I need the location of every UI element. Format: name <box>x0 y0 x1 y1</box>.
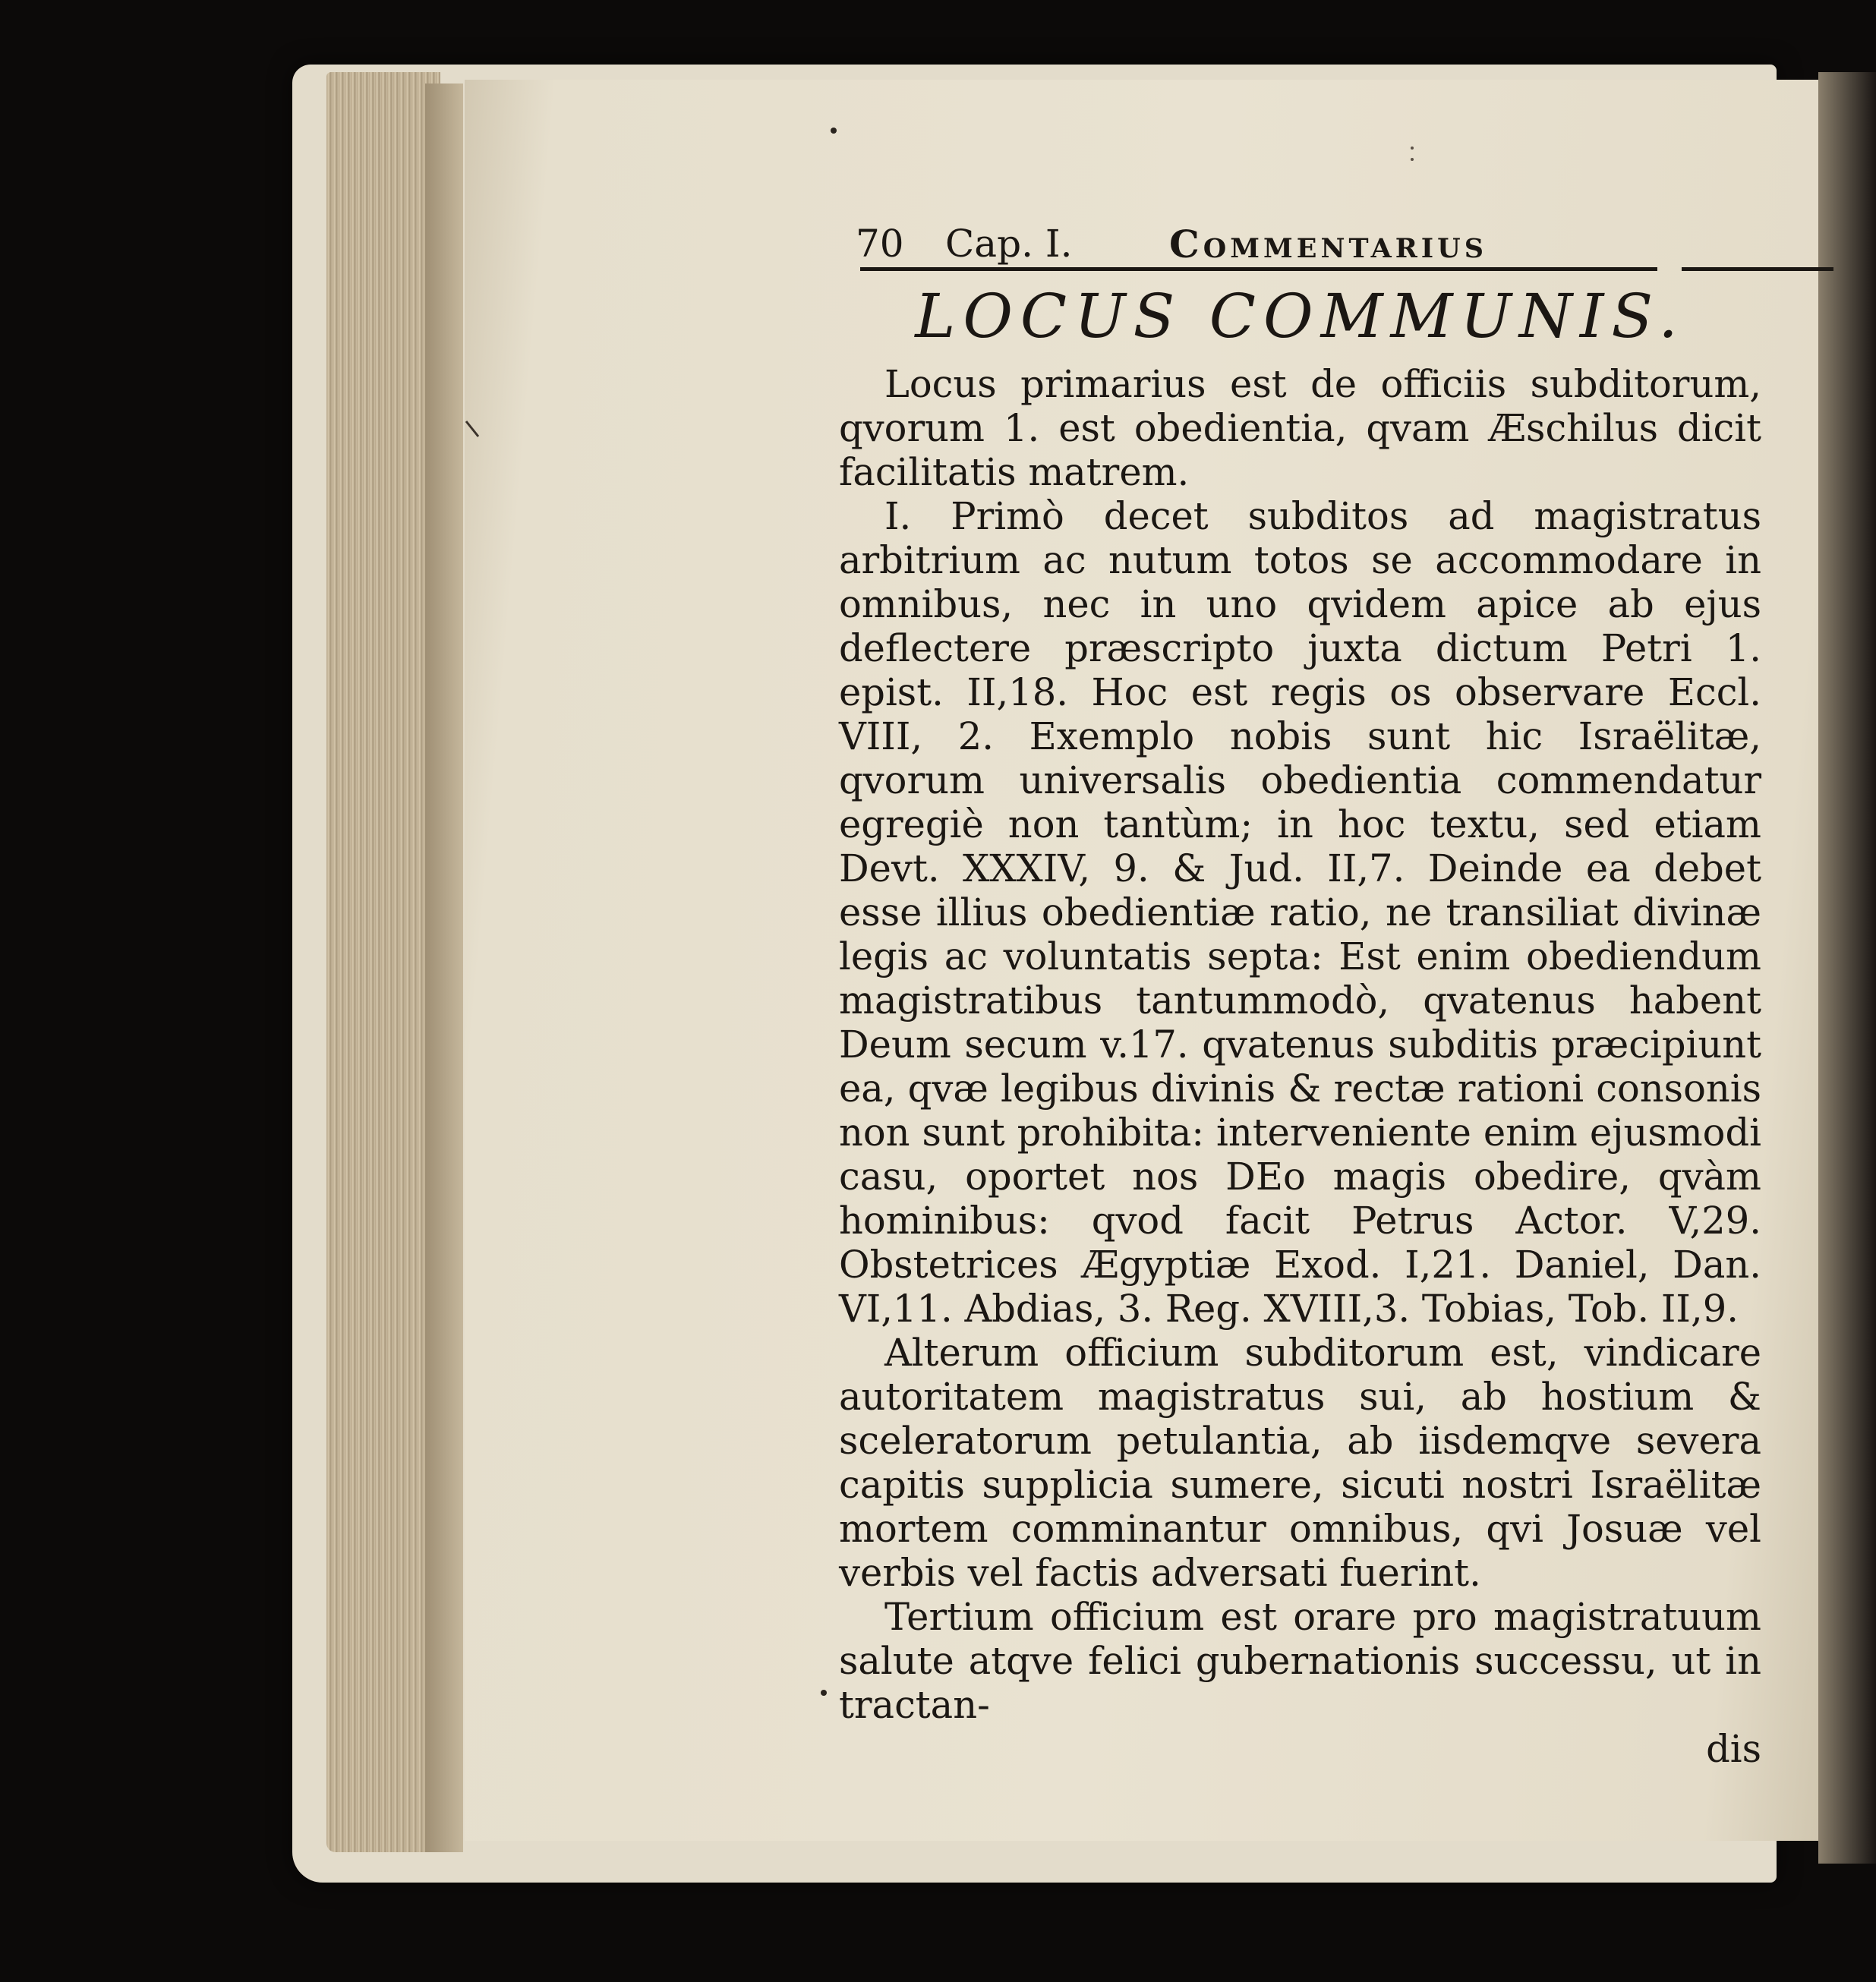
book-gutter <box>1818 72 1876 1864</box>
paragraph-2: I. Primò decet subditos ad magistratus arbitrium ac nutum totos se accommodare in omnibus, nec in uno qvidem apice ab ejus deflectere præscripto juxta dictum Petri 1. epist. II,18. Hoc est regis os observare Eccl. VIII, 2. Exemplo nobis sunt hic Israëlitæ, qvorum universalis obedientia commendatur egregiè non tantùm; in hoc textu, sed etiam Devt. XXXIV, 9. & Jud. II,7. Deinde ea debet esse illius obedientiæ ratio, ne transiliat divinæ legis ac voluntatis septa: Est enim obediendum magistratibus tantummodò, qvatenus habent Deum secum v.17. qvatenus subditis præcipiunt ea, qvæ legibus divinis & rectæ rationi consonis non sunt prohibita: interveniente enim ejusmodi casu, oportet nos DEo magis obedire, qvàm hominibus: qvod facit Petrus Actor. V,29. Obstetrices Ægyptiæ Exod. I,21. Daniel, Dan. VI,11. Abdias, 3. Reg. XVIII,3. Tobias, Tob. II,9. <box>839 494 1761 1331</box>
page-number: 70 <box>856 222 904 266</box>
paragraph-1: Locus primarius est de officiis subditorum, qvorum 1. est obedientia, qvam Æschilus dicit facilitatis matrem. <box>839 362 1761 494</box>
header-rule-short <box>1682 267 1833 271</box>
running-title: Commentarius <box>1169 222 1487 266</box>
paragraph-4: Tertium officium est orare pro magistratuum salute atqve felici gubernationis successu, ut in tractan- <box>839 1595 1761 1727</box>
header-rule-long <box>860 267 1657 271</box>
page-text-block <box>839 213 1761 1771</box>
chapter-label: Cap. I. <box>945 222 1073 266</box>
section-title: LOCUS COMMUNIS. <box>915 281 1685 351</box>
header-rule <box>839 267 1761 273</box>
running-head <box>839 213 1761 266</box>
catchword: dis <box>1706 1727 1761 1771</box>
page-stack-shadow <box>425 84 463 1852</box>
paragraph-3: Alterum officium subditorum est, vindicare autoritatem magistratus sui, ab hostium & sceleratorum petulantia, ab iisdemqve severa capitis supplicia sumere, sicuti nostri Israëlitæ mortem comminantur omnibus, qvi Josuæ vel verbis vel factis adversati fuerint. <box>839 1331 1761 1595</box>
page-stack-edges <box>326 72 440 1852</box>
